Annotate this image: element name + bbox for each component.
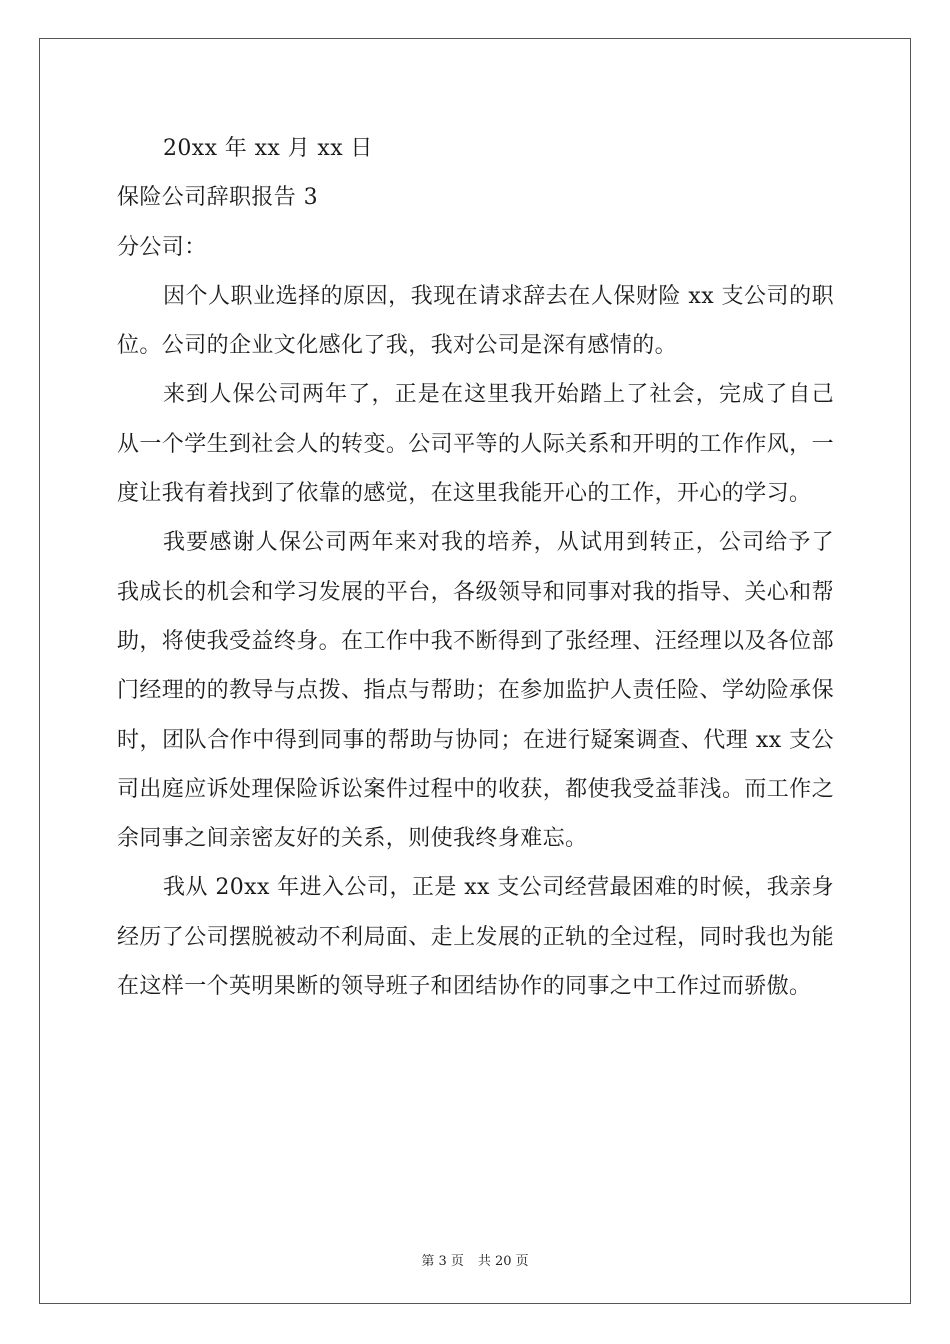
paragraph: 我从 20xx 年进入公司，正是 xx 支公司经营最困难的时候，我亲身经历了公司摆脱被动不利局面、走上发展的正轨的全过程，同时我也为能在这样一个英明果断的领导班子和团结协作的同事之中工作过而骄傲。: [117, 875, 834, 1000]
paragraph: 来到人保公司两年了，正是在这里我开始踏上了社会，完成了自己从一个学生到社会人的转变。公司平等的人际关系和开明的工作作风，一度让我有着找到了依靠的感觉，在这里我能开心的工作，开心的学习。: [117, 382, 834, 507]
page-footer: [0, 1250, 950, 1269]
letter-date: 20xx 年 xx 月 xx 日: [163, 136, 373, 161]
salutation: 分公司：: [117, 234, 207, 260]
page-number: 第 3 页: [421, 1254, 464, 1269]
paragraph: 我要感谢人保公司两年来对我的培养，从试用到转正，公司给予了我成长的机会和学习发展的平台，各级领导和同事对我的指导、关心和帮助，将使我受益终身。在工作中我不断得到了张经理、汪经理以及各位部门经理的的教导与点拨、指点与帮助；在参加监护人责任险、学幼险承保时，团队合作中得到同事的帮助与协同；在进行疑案调查、代理 xx 支公司出庭应诉处理保险诉讼案件过程中的收获，都使我受益菲浅。而工作之余同事之间亲密友好的关系，则使我终身难忘。: [117, 530, 834, 852]
document-title: 保险公司辞职报告 3: [117, 185, 318, 211]
document-body: [117, 124, 834, 1011]
page-total: 共 20 页: [477, 1254, 529, 1269]
paragraph: 因个人职业选择的原因，我现在请求辞去在人保财险 xx 支公司的职位。公司的企业文化感化了我，我对公司是深有感情的。: [117, 283, 834, 359]
